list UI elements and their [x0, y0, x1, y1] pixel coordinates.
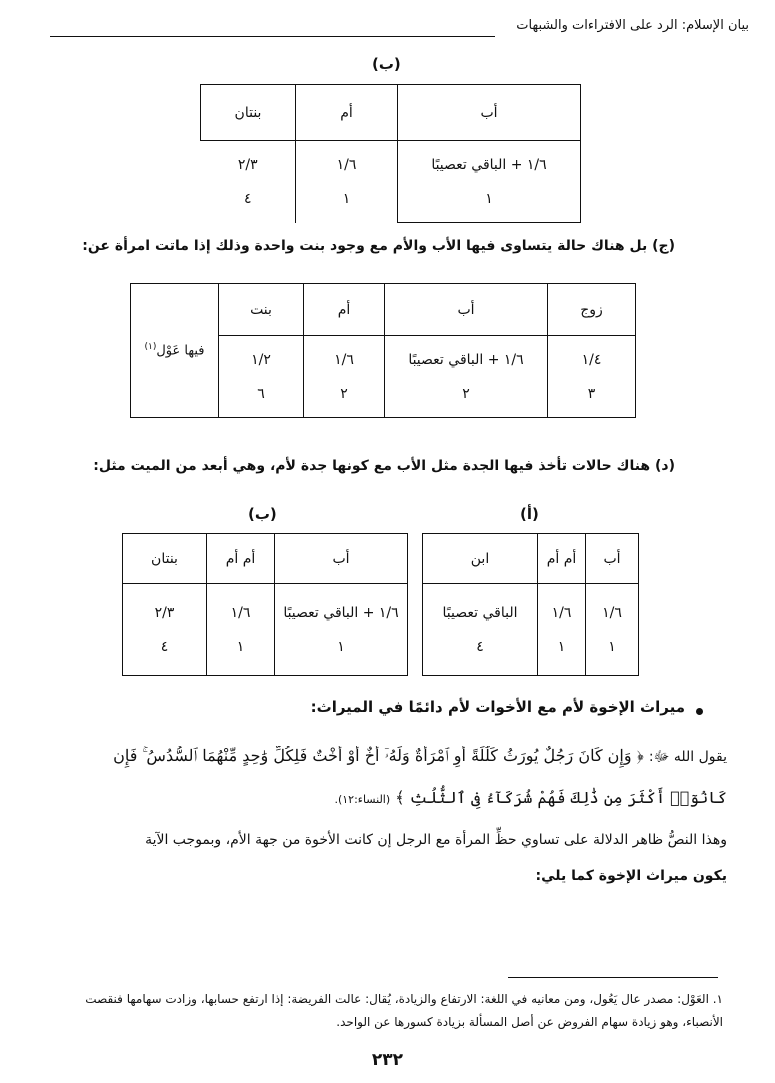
section-c-intro: (ج) بل هناك حالة يتساوى فيها الأب والأم مع وجود بنت واحدة وذلك إذا ماتت امرأة عن: — [82, 238, 675, 254]
table-cell: ١/٢ ٦ — [219, 336, 304, 418]
awl-note: فيها عَوْل — [156, 343, 205, 359]
table-cell: ١/٦ + الباقي تعصيبًا ١ — [398, 141, 581, 223]
verse-line-2 — [334, 788, 727, 807]
table-cell: ١/٦ + الباقي تعصيبًا ١ — [275, 584, 408, 676]
inheritance-table-b — [200, 84, 581, 223]
footnote — [43, 988, 723, 1034]
header-cell: أب — [586, 534, 639, 584]
header-cell: أم — [296, 85, 398, 141]
header-cell: أب — [275, 534, 408, 584]
inheritance-table-d-b — [122, 533, 408, 676]
section-b-label: (ب) — [372, 55, 401, 73]
table-cell: ١/٦ ٢ — [304, 336, 385, 418]
verse-text-1: ﴿ وَإِن كَانَ رَجُلٌ يُورَثُ كَلَٰلَةً أَوِ ٱمْرَأَةٌ وَلَهُۥٓ أَخٌ أَوْ أُخْتٌ فَلِكُلِّ وَٰحِدٍ مِّنْهُمَا ٱلسُّدُسُ ۚ فَإِن — [113, 746, 644, 765]
header-rule — [50, 36, 495, 37]
page-number: ٢٣٢ — [371, 1050, 404, 1070]
footnote-ref: (١) — [144, 342, 157, 353]
section-d-a-label: (أ) — [520, 505, 539, 523]
header-cell: بنت — [219, 284, 304, 336]
footnote-line-2: الأنصباء، وهو زيادة سهام الفروض عن أصل المسألة بزيادة كسورها عن الواحد. — [336, 1015, 723, 1029]
section-d-intro: (د) هناك حالات تأخذ فيها الجدة مثل الأب مع كونها جدة لأم، وهي أبعد من الميت مثل: — [93, 458, 675, 474]
table-cell: الباقي تعصيبًا ٤ — [423, 584, 538, 676]
siblings-heading: ميراث الإخوة لأم مع الأخوات لأم دائمًا في الميراث: — [310, 698, 685, 716]
quote-intro: يقول الله ﷻ: — [648, 749, 727, 765]
paragraph-line-1: وهذا النصُّ ظاهر الدلالة على تساوي حظِّ المرأة مع الرجل إن كانت الأخوة من جهة الأم، وبموجب الآية — [145, 832, 727, 848]
table-cell: ٢/٣ ٤ — [201, 141, 296, 223]
table-cell: ١/٦ ١ — [207, 584, 275, 676]
table-cell: ١/٦ + الباقي تعصيبًا ٢ — [385, 336, 548, 418]
header-cell: أم أم — [538, 534, 586, 584]
section-d-b-label: (ب) — [248, 505, 277, 523]
table-cell: ٢/٣ ٤ — [123, 584, 207, 676]
footnote-line-1: ١. العَوْل: مصدر عال يَعُول، ومن معانيه في اللغة: الارتفاع والزيادة، يُقال: عالت الفريضة: إذا ارتفع حسابها، وزادت سهامها فنقصت — [85, 992, 723, 1006]
verse-line-1 — [47, 746, 727, 768]
table-cell: ١/٦ ١ — [586, 584, 639, 676]
footnote-rule — [508, 977, 718, 978]
header-cell: أم أم — [207, 534, 275, 584]
running-header: بيان الإسلام: الرد على الافتراءات والشبهات — [516, 18, 749, 33]
header-cell: أب — [398, 85, 581, 141]
inheritance-table-d-a — [422, 533, 639, 676]
table-cell: ١/٦ ١ — [296, 141, 398, 223]
verse-reference: (النساء:١٢). — [334, 793, 391, 806]
verse-text-2: كَانُوٓا۟ أَكْثَرَ مِن ذَٰلِكَ فَهُمْ شُرَكَآءُ فِى ٱلثُّلُثِ ﴾ — [395, 788, 727, 807]
header-cell: أم — [304, 284, 385, 336]
header-cell: ابن — [423, 534, 538, 584]
table-cell: ١/٦ ١ — [538, 584, 586, 676]
table-cell: ١/٤ ٣ — [548, 336, 636, 418]
header-cell: زوج — [548, 284, 636, 336]
bullet-icon — [696, 708, 703, 715]
header-cell: بنتان — [201, 85, 296, 141]
header-cell: أب — [385, 284, 548, 336]
header-cell: بنتان — [123, 534, 207, 584]
paragraph-line-2: يكون ميراث الإخوة كما يلي: — [535, 868, 727, 884]
inheritance-table-c — [130, 283, 636, 418]
awl-note-cell — [131, 284, 219, 418]
